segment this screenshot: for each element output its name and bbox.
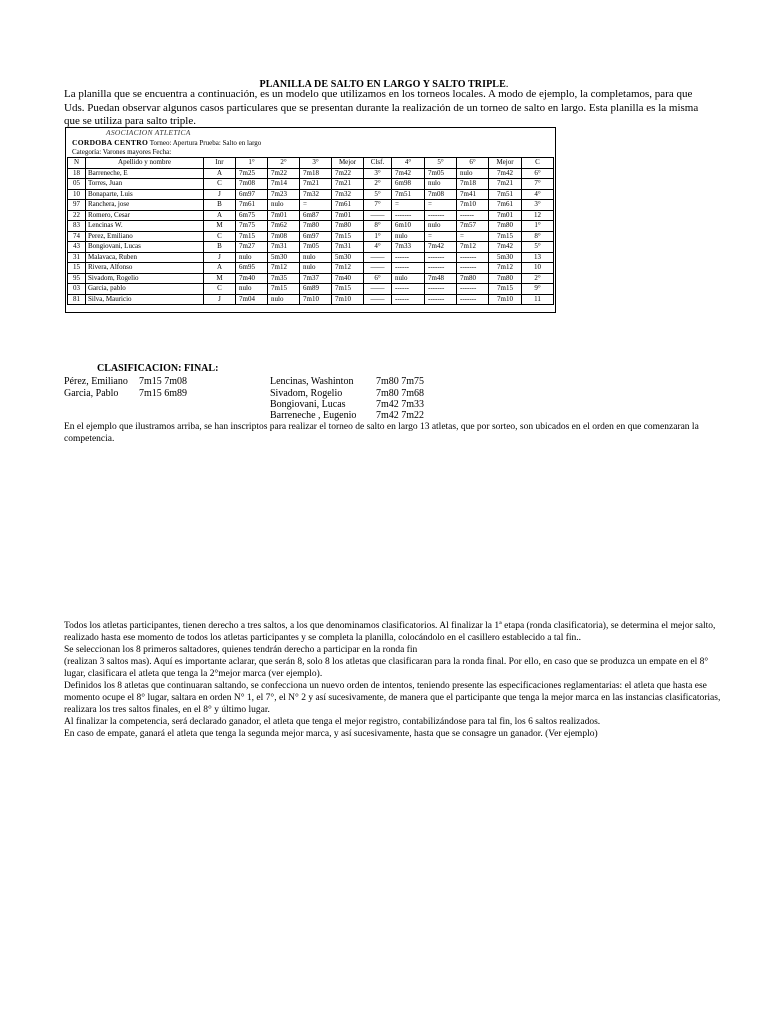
cell-jump2: 7m14 bbox=[268, 179, 300, 190]
table-row bbox=[68, 231, 554, 242]
cell-final-best: 7m42 bbox=[489, 242, 522, 253]
cell-place: 13 bbox=[522, 252, 554, 263]
cell-jump6: 7m12 bbox=[457, 242, 489, 253]
table-row bbox=[68, 221, 554, 232]
cell-place: 4° bbox=[522, 189, 554, 200]
cell-name: Romero, Cesar bbox=[86, 210, 204, 221]
cell-jump6: 7m18 bbox=[457, 179, 489, 190]
rule-paragraph: (realizan 3 saltos mas). Aquí es importante aclarar, que serán 8, solo 8 los atletas que clasificaran para la ronda final. Por ello, en caso que se produzca un empate en el 8° lugar, clasificara el atleta que tenga la 2°mejor marca (ver ejemplo). bbox=[64, 657, 709, 679]
cell-best: 7m15 bbox=[332, 231, 364, 242]
cell-clsf: 2° bbox=[364, 179, 392, 190]
cell-jump1: 7m40 bbox=[236, 273, 268, 284]
header-cell: 1° bbox=[236, 158, 268, 169]
cell-jump4: 6m98 bbox=[392, 179, 425, 190]
header-cell: Clsf. bbox=[364, 158, 392, 169]
header-cell: 3° bbox=[300, 158, 332, 169]
cell-inr: C bbox=[204, 179, 236, 190]
page-title: PLANILLA DE SALTO EN LARGO Y SALTO TRIPLE. bbox=[259, 79, 509, 90]
clasif-left-2: Garcia, Pablo 7m15 6m89 bbox=[64, 388, 188, 399]
cell-jump6: ------- bbox=[457, 284, 489, 295]
cell-final-best: 5m30 bbox=[489, 252, 522, 263]
cell-num: 05 bbox=[68, 179, 86, 190]
cell-clsf: —— bbox=[364, 284, 392, 295]
jump-sheet bbox=[65, 127, 556, 313]
cell-place: 12 bbox=[522, 210, 554, 221]
cell-best: 7m31 bbox=[332, 242, 364, 253]
cell-jump4: ------ bbox=[392, 284, 425, 295]
cell-num: 31 bbox=[68, 252, 86, 263]
cell-jump6: 7m80 bbox=[457, 273, 489, 284]
cell-final-best: 7m01 bbox=[489, 210, 522, 221]
cell-clsf: 6° bbox=[364, 273, 392, 284]
clasif-left-1: Pérez, Emiliano 7m15 7m08 bbox=[64, 376, 188, 387]
cell-jump1: 7m25 bbox=[236, 168, 268, 179]
clasificacion-title: CLASIFICACION: FINAL: bbox=[97, 363, 219, 374]
cell-clsf: —— bbox=[364, 210, 392, 221]
table-row bbox=[68, 263, 554, 274]
cell-num: 83 bbox=[68, 221, 86, 232]
cell-name: Barreneche, E bbox=[86, 168, 204, 179]
cell-jump3: 6m87 bbox=[300, 210, 332, 221]
cell-name: Lencinas W. bbox=[86, 221, 204, 232]
cell-final-best: 7m80 bbox=[489, 273, 522, 284]
table-row bbox=[68, 273, 554, 284]
clasif-right-2: Sivadom, Rogelio 7m80 7m68 bbox=[270, 388, 425, 399]
cell-jump2: 7m08 bbox=[268, 231, 300, 242]
table-row bbox=[68, 200, 554, 211]
cell-name: Torres, Juan bbox=[86, 179, 204, 190]
cell-inr: B bbox=[204, 200, 236, 211]
cell-jump5: 7m42 bbox=[425, 242, 457, 253]
cell-jump5: ------- bbox=[425, 284, 457, 295]
cell-inr: J bbox=[204, 252, 236, 263]
header-cell: C bbox=[522, 158, 554, 169]
cell-jump3: 7m05 bbox=[300, 242, 332, 253]
cell-jump1: 7m08 bbox=[236, 179, 268, 190]
cell-clsf: —— bbox=[364, 263, 392, 274]
cell-jump5: nulo bbox=[425, 221, 457, 232]
cell-clsf: 5° bbox=[364, 189, 392, 200]
header-cell: 2° bbox=[268, 158, 300, 169]
cell-inr: A bbox=[204, 263, 236, 274]
cell-name: Ranchera, jose bbox=[86, 200, 204, 211]
cell-jump3: 7m80 bbox=[300, 221, 332, 232]
cell-best: 7m12 bbox=[332, 263, 364, 274]
rule-paragraph: En caso de empate, ganará el atleta que tenga la segunda mejor marca, y así sucesivamente, hasta que se consagre un ganador. (Ver ejemplo) bbox=[64, 729, 598, 739]
cell-jump2: nulo bbox=[268, 200, 300, 211]
cell-jump4: ------- bbox=[392, 210, 425, 221]
cell-clsf: 3° bbox=[364, 168, 392, 179]
association-name: ASOCIACION ATLETICA bbox=[106, 128, 191, 137]
cell-inr: B bbox=[204, 242, 236, 253]
cell-place: 9° bbox=[522, 284, 554, 295]
cell-jump1: 7m15 bbox=[236, 231, 268, 242]
cell-jump2: 7m12 bbox=[268, 263, 300, 274]
cell-jump6: = bbox=[457, 231, 489, 242]
cell-num: 03 bbox=[68, 284, 86, 295]
cell-place: 10 bbox=[522, 263, 554, 274]
cell-jump4: ------ bbox=[392, 263, 425, 274]
cell-jump3: 7m10 bbox=[300, 294, 332, 305]
table-row bbox=[68, 284, 554, 295]
cell-jump6: ------- bbox=[457, 294, 489, 305]
cell-best: 5m30 bbox=[332, 252, 364, 263]
table-row bbox=[68, 252, 554, 263]
cell-clsf: 4° bbox=[364, 242, 392, 253]
cell-name: Silva, Mauricio bbox=[86, 294, 204, 305]
cell-name: Malavaca, Ruben bbox=[86, 252, 204, 263]
cell-clsf: 7° bbox=[364, 200, 392, 211]
cell-num: 74 bbox=[68, 231, 86, 242]
results-table bbox=[67, 157, 554, 305]
cell-jump3: nulo bbox=[300, 252, 332, 263]
cell-final-best: 7m15 bbox=[489, 284, 522, 295]
cell-jump6: ------- bbox=[457, 263, 489, 274]
cell-final-best: 7m61 bbox=[489, 200, 522, 211]
cell-jump4: ------ bbox=[392, 294, 425, 305]
cell-jump1: nulo bbox=[236, 284, 268, 295]
cell-jump1: 7m04 bbox=[236, 294, 268, 305]
cell-inr: A bbox=[204, 210, 236, 221]
cell-best: 7m01 bbox=[332, 210, 364, 221]
cell-place: 7° bbox=[522, 179, 554, 190]
cell-jump4: nulo bbox=[392, 273, 425, 284]
cell-num: 97 bbox=[68, 200, 86, 211]
table-row bbox=[68, 179, 554, 190]
cell-place: 2° bbox=[522, 273, 554, 284]
rule-paragraph: Todos los atletas participantes, tienen derecho a tres saltos, a los que denominamos clasificatorios. Al finalizar la 1ª etapa (ronda clasificatoria), se determina el mejor salto, realizado hasta ese momento de todos los atletas participantes y se completa la planilla, colocándolo en el casillero establecido a tal fin.. bbox=[64, 621, 716, 643]
cell-jump5: ------- bbox=[425, 210, 457, 221]
clasif-right-1: Lencinas, Washinton 7m80 7m75 bbox=[270, 376, 425, 387]
table-row bbox=[68, 242, 554, 253]
cell-best: 7m61 bbox=[332, 200, 364, 211]
cell-jump3: 7m32 bbox=[300, 189, 332, 200]
clasif-right-3: Bongiovani, Lucas 7m42 7m33 bbox=[270, 399, 425, 410]
cell-jump3: 7m18 bbox=[300, 168, 332, 179]
cell-name: Rivera, Alfonso bbox=[86, 263, 204, 274]
category-line: Categoría: Varones mayores Fecha: bbox=[72, 147, 172, 156]
cell-num: 18 bbox=[68, 168, 86, 179]
cell-best: 7m21 bbox=[332, 179, 364, 190]
cell-jump5: nulo bbox=[425, 179, 457, 190]
cell-jump5: ------- bbox=[425, 263, 457, 274]
cell-name: Bongiovani, Lucas bbox=[86, 242, 204, 253]
cell-inr: C bbox=[204, 231, 236, 242]
table-row bbox=[68, 294, 554, 305]
cell-inr: A bbox=[204, 168, 236, 179]
cell-best: 7m10 bbox=[332, 294, 364, 305]
cell-place: 1° bbox=[522, 221, 554, 232]
cell-jump6: nulo bbox=[457, 168, 489, 179]
cell-final-best: 7m42 bbox=[489, 168, 522, 179]
cell-jump4: = bbox=[392, 200, 425, 211]
cell-best: 7m22 bbox=[332, 168, 364, 179]
header-cell: Mejor bbox=[332, 158, 364, 169]
cell-inr: J bbox=[204, 294, 236, 305]
cell-jump3: 7m37 bbox=[300, 273, 332, 284]
cell-jump2: 7m35 bbox=[268, 273, 300, 284]
rule-paragraph: Al finalizar la competencia, será declarado ganador, el atleta que tenga el mejor registro, contabilizándose para tal fin, los 6 saltos realizados. bbox=[64, 717, 601, 727]
cell-jump2: 7m23 bbox=[268, 189, 300, 200]
cell-jump6: ------ bbox=[457, 210, 489, 221]
cell-jump4: ------ bbox=[392, 252, 425, 263]
cell-jump5: = bbox=[425, 200, 457, 211]
cell-place: 11 bbox=[522, 294, 554, 305]
clasif-right-4: Barreneche , Eugenio 7m42 7m22 bbox=[270, 410, 425, 421]
header-cell: Apellido y nombre bbox=[86, 158, 204, 169]
cell-place: 6° bbox=[522, 168, 554, 179]
cell-jump1: nulo bbox=[236, 252, 268, 263]
cell-jump2: 5m30 bbox=[268, 252, 300, 263]
cell-inr: M bbox=[204, 221, 236, 232]
cell-jump5: 7m05 bbox=[425, 168, 457, 179]
cell-jump2: 7m31 bbox=[268, 242, 300, 253]
cell-num: 43 bbox=[68, 242, 86, 253]
cell-final-best: 7m51 bbox=[489, 189, 522, 200]
example-paragraph: En el ejemplo que ilustramos arriba, se han inscriptos para realizar el torneo de salto en largo 13 atletas, que por sorteo, son ubicados en el orden en que comenzaran la competencia. bbox=[64, 422, 699, 444]
cell-best: 7m40 bbox=[332, 273, 364, 284]
cell-jump2: 7m62 bbox=[268, 221, 300, 232]
cell-final-best: 7m12 bbox=[489, 263, 522, 274]
header-cell: N bbox=[68, 158, 86, 169]
cell-jump5: = bbox=[425, 231, 457, 242]
cell-clsf: —— bbox=[364, 294, 392, 305]
rule-paragraph: Se seleccionan los 8 primeros saltadores, quienes tendrán derecho a participar en la ronda fin bbox=[64, 645, 418, 655]
cell-num: 95 bbox=[68, 273, 86, 284]
cell-final-best: 7m10 bbox=[489, 294, 522, 305]
cell-jump1: 7m61 bbox=[236, 200, 268, 211]
rule-paragraph: Definidos los 8 atletas que continuaran saltando, se confecciona un nuevo orden de intentos, teniendo presente las especificaciones reglamentarias: el atleta que hasta ese momento ocupe el 8° lugar, saltara en orden N° 1, el 7°, el N° 2 y así sucesivamente, de manera que el participante que tenga la mejor marca en las instancias clasificatorias, realizara los tres saltos finales, en el 8° y último lugar. bbox=[64, 681, 721, 715]
cell-jump3: 7m21 bbox=[300, 179, 332, 190]
cell-jump4: 7m33 bbox=[392, 242, 425, 253]
cell-final-best: 7m15 bbox=[489, 231, 522, 242]
intro-paragraph: La planilla que se encuentra a continuación, es un modelo que utilizamos en los torneos locales. A modo de ejemplo, la completamos, para que Uds. Puedan observar algunos casos particulares que se presentan durante la realización de un torneo de salto en largo. Esta planilla es la misma que se utiliza para salto triple. bbox=[64, 88, 699, 127]
cell-jump1: 7m75 bbox=[236, 221, 268, 232]
cell-name: Perez, Emiliano bbox=[86, 231, 204, 242]
cell-jump4: 7m51 bbox=[392, 189, 425, 200]
tournament-line: CORDOBA CENTRO Torneo: Apertura Prueba: Salto en largo bbox=[72, 138, 262, 147]
cell-place: 8° bbox=[522, 231, 554, 242]
cell-jump3: 6m89 bbox=[300, 284, 332, 295]
table-header bbox=[68, 158, 554, 169]
cell-jump2: nulo bbox=[268, 294, 300, 305]
cell-jump1: 7m27 bbox=[236, 242, 268, 253]
cell-jump4: nulo bbox=[392, 231, 425, 242]
cell-name: Sivadom, Rogelio bbox=[86, 273, 204, 284]
cell-name: Garcia, pablo bbox=[86, 284, 204, 295]
cell-jump4: 7m42 bbox=[392, 168, 425, 179]
cell-name: Bonaparte, Luis bbox=[86, 189, 204, 200]
cell-best: 7m15 bbox=[332, 284, 364, 295]
cell-num: 15 bbox=[68, 263, 86, 274]
table-row bbox=[68, 189, 554, 200]
cell-jump2: 7m15 bbox=[268, 284, 300, 295]
cell-jump1: 6m75 bbox=[236, 210, 268, 221]
cell-inr: M bbox=[204, 273, 236, 284]
cell-jump4: 6m10 bbox=[392, 221, 425, 232]
cell-best: 7m80 bbox=[332, 221, 364, 232]
cell-jump5: 7m48 bbox=[425, 273, 457, 284]
cell-clsf: 1° bbox=[364, 231, 392, 242]
header-cell: Inr bbox=[204, 158, 236, 169]
header-cell: 5° bbox=[425, 158, 457, 169]
cell-jump3: nulo bbox=[300, 263, 332, 274]
rules-section bbox=[64, 620, 724, 740]
cell-clsf: 8° bbox=[364, 221, 392, 232]
cell-jump5: 7m08 bbox=[425, 189, 457, 200]
cell-final-best: 7m21 bbox=[489, 179, 522, 190]
cell-inr: C bbox=[204, 284, 236, 295]
cell-clsf: —— bbox=[364, 252, 392, 263]
cell-jump2: 7m01 bbox=[268, 210, 300, 221]
cell-jump5: ------- bbox=[425, 252, 457, 263]
cell-jump3: 6m97 bbox=[300, 231, 332, 242]
cell-jump6: 7m41 bbox=[457, 189, 489, 200]
header-cell: Mejor bbox=[489, 158, 522, 169]
cell-jump6: ------- bbox=[457, 252, 489, 263]
table-row bbox=[68, 168, 554, 179]
header-cell: 4° bbox=[392, 158, 425, 169]
cell-num: 81 bbox=[68, 294, 86, 305]
cell-place: 5° bbox=[522, 242, 554, 253]
header-cell: 6° bbox=[457, 158, 489, 169]
cell-jump2: 7m22 bbox=[268, 168, 300, 179]
cell-num: 10 bbox=[68, 189, 86, 200]
cell-num: 22 bbox=[68, 210, 86, 221]
cell-final-best: 7m80 bbox=[489, 221, 522, 232]
cell-jump1: 6m95 bbox=[236, 263, 268, 274]
cell-jump6: 7m57 bbox=[457, 221, 489, 232]
cell-best: 7m32 bbox=[332, 189, 364, 200]
cell-jump6: 7m10 bbox=[457, 200, 489, 211]
table-row bbox=[68, 210, 554, 221]
cell-jump5: ------- bbox=[425, 294, 457, 305]
cell-jump1: 6m97 bbox=[236, 189, 268, 200]
cell-inr: J bbox=[204, 189, 236, 200]
cell-place: 3° bbox=[522, 200, 554, 211]
cell-jump3: = bbox=[300, 200, 332, 211]
